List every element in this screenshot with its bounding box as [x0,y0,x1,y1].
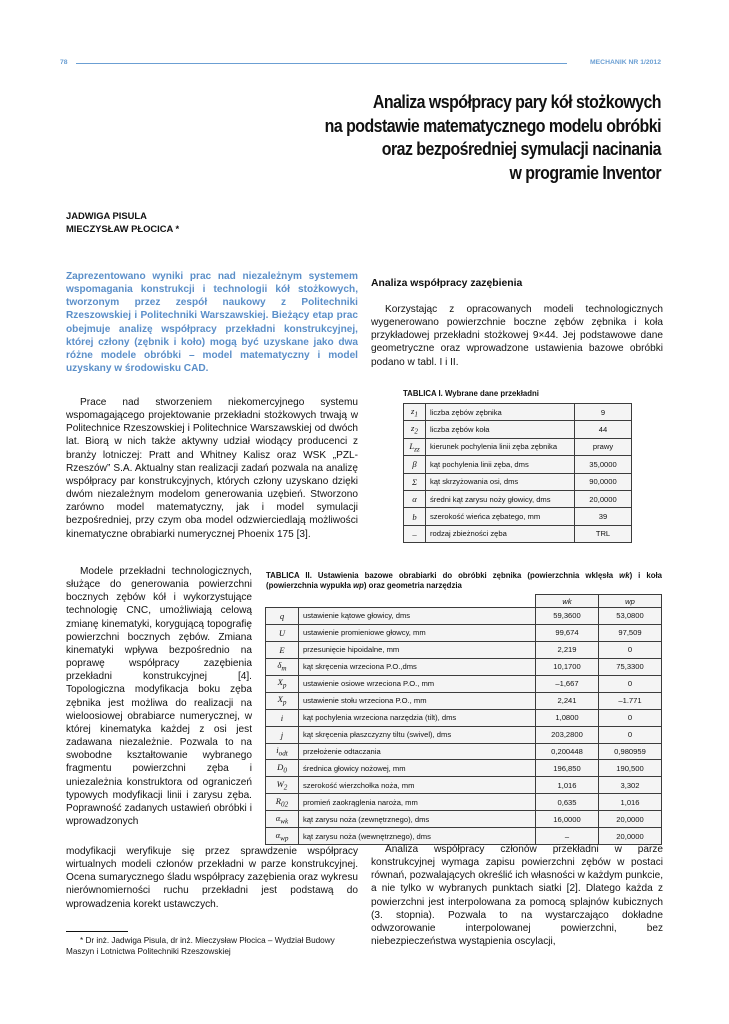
table-cell: ustawienie stołu wrzeciona P.O., mm [299,692,536,709]
table-cell: 203,2800 [536,726,599,743]
table-cell-symbol: Σ [404,473,426,490]
footnote: * Dr inż. Jadwiga Pisula, dr inż. Mieczysław Płocica – Wydział Budowy Maszyn i Lotnictwa Politechniki Rzeszowskiej [66,936,335,956]
table-header-row [266,595,662,608]
table-cell: 10,1700 [536,658,599,675]
table-cell-symbol: j [266,726,299,743]
table-cell: promień zaokrąglenia naroża, mm [299,794,536,811]
table-row [266,641,662,658]
table-cell: szerokość wieńca zębatego, mm [426,508,575,525]
header-rule [76,63,567,64]
table-cell: 35,0000 [575,456,632,473]
table-gear-data [403,403,632,543]
body-paragraph: modyfikacji weryfikuje się przez sprawdzenie współpracy wirtualnych modeli członów przekładni w parze konstrukcyjnej. Ocena sumarycznego śladu współpracy zazębienia oraz wykresu nierównomierności ruchu przekładni jest podstawą do wprowadzenia korekt ustawczych. [66,846,358,910]
table-row [266,608,662,625]
table-cell: 75,3300 [599,658,662,675]
table-cell-symbol: β [404,456,426,473]
table-cell: ustawienie promieniowe głowcy, mm [299,624,536,641]
column-header: wp [599,595,662,608]
table-cell: średni kąt zarysu noży głowicy, dms [426,490,575,507]
table-cell: liczba zębów zębnika [426,404,575,421]
table-cell-symbol: q [266,608,299,625]
table-cell: kąt zarysu noża (zewnętrznego), dms [299,811,536,828]
table-cell: 16,0000 [536,811,599,828]
table-cell: kąt skrzyżowania osi, dms [426,473,575,490]
table-cell: ustawienie kątowe głowicy, dms [299,608,536,625]
table-row [266,777,662,794]
table-cell: kąt pochylenia linii zęba, dms [426,456,575,473]
table-cell: 0,200448 [536,743,599,760]
table-cell: 3,302 [599,777,662,794]
table-cell-symbol: $X_p$ [266,675,299,692]
table-cell-symbol: $X_p$ [266,692,299,709]
table-cell: 2,219 [536,641,599,658]
title-line: w programie Inventor [509,161,661,183]
table-cell: 0 [599,726,662,743]
table-cell-symbol: $L_{zz}$ [404,438,426,455]
table-cell: 20,0000 [599,811,662,828]
table-cell: 53,0800 [599,608,662,625]
title-line: Analiza współpracy pary kół stożkowych [372,91,661,112]
table-cell: – [536,828,599,845]
table-row [266,675,662,692]
table-cell: –1.771 [599,692,662,709]
table-cell: 0 [599,675,662,692]
table-cell: 97,509 [599,624,662,641]
table-row [266,811,662,828]
table-cell-symbol: $D_0$ [266,760,299,777]
title-line: na podstawie matematycznego modelu obróbki [324,114,661,136]
table-cell: 20,0000 [599,828,662,845]
table-row [404,438,632,455]
table-cell: TRL [575,525,632,542]
table-row [266,692,662,709]
table-cell: 99,674 [536,624,599,641]
table-row [404,404,632,421]
table-row [404,473,632,490]
table-cell: średnica głowicy nożowej, mm [299,760,536,777]
table-cell: liczba zębów koła [426,421,575,438]
table-cell: 90,0000 [575,473,632,490]
table-row [266,709,662,726]
body-paragraph: Korzystając z opracowanych modeli technologicznych wygenerowano powierzchnie boczne zębów zębnika i koła przykładowej przekładni stożkowej 9×44. Jej podstawowe dane geometryczne oraz wprowadzone ustawienia bazowe obróbki podano w tabl. I i II. [371,304,663,368]
table-row [266,794,662,811]
body-paragraph: Analiza współpracy członów przekładni w parze konstrukcyjnej wymaga zapisu powierzchni zębów w postaci równań, pozwalających określić ich własności w każdym punkcie, a nie tylko w wybranych punktach siatki [2]. Dlatego każda z powierzchni jest interpolowana za pomocą splajnów kubicznych (3. stopnia). Pozwala to na wystarczająco dokładne odwzorowanie interpolowanej powierzchni, bez niebezpieczeństwa wystąpienia oscylacji, [371,844,663,948]
table-cell-symbol: $\delta_m$ [266,658,299,675]
table-row [404,456,632,473]
author-name: MIECZYSŁAW PŁOCICA * [66,222,180,234]
table-row [404,525,632,542]
body-paragraph: Prace nad stworzeniem niekomercyjnego systemu wspomagającego projektowanie przekładni stożkowych trwają w Politechnice Rzeszowskiej i Politechnice Warszawskiej od dwóch lat. Biorą w nich także aktywny udział wiodący producenci z branży lotniczej: Pratt and Whitney Kalisz oraz WSK „PZL-Rzeszów” S.A. Aktualny stan realizacji zadań pozwala na analizę współpracy par konstrukcyjnych, których człony uzyskano dzięki dwóm niezależnym modelom generowania uzębień. Stworzono zarówno model matematyczny, jak i model symulacji bezpośredniej, przy czym oba model odzwierciedlają możliwości kinematyczne obrabiarki numerycznej Phoenix 175 [3]. [66,397,358,540]
table-caption: TABLICA II. Ustawienia bazowe obrabiarki do obróbki zębnika (powierzchnia wklęsła wk) i koła (powierzchnia wypukła wp) oraz geometria narzędzia [266,571,662,590]
table-cell-symbol: b [404,508,426,525]
table-cell: 39 [575,508,632,525]
table-cell: –1,667 [536,675,599,692]
abstract: Zaprezentowano wyniki prac nad niezależnym systemem wspomagania konstrukcji i technologii kół stożkowych, tworzonym przez zespół naukowy z Politechniki Rzeszowskiej i Politechniki Warszawskiej. Bieżący etap prac obejmuje analizę współpracy przekładni konstrukcyjnej, której człony (zębnik i koło) mogą być uzyskane jako dwa różne modele obróbki – model matematyczny i model uzyskany w środowisku CAD. [66,271,358,375]
table-cell: 196,850 [536,760,599,777]
table-cell-symbol: $W_2$ [266,777,299,794]
table-row [266,726,662,743]
body-paragraph: Modele przekładni technologicznych, służące do generowania powierzchni bocznych zębów kół i wykorzystujące technologię CNC, umożliwiają celową zmianę kinematyki, korygującą topografię powierzchni bocznych zębów. Zmiana kinematyki wpływa bezpośrednio na poprawę współpracy zazębienia przekładni konstrukcyjnej [4]. Topologiczna modyfikacja boku zęba zębnika jest możliwa do realizacji na wieloosiowej obrabiarce numerycznej, w której kinematyka każdej z osi jest zadawana niezależnie. Pozwala to na swobodne kształtowanie wybranego fragmentu powierzchni zęba i uniezależnia konstruktora od ograniczeń typowych modyfikacji linii i zarysu zęba. Poprawność zadanych ustawień obróbki i wprowadzonych [66,566,252,827]
title-line: oraz bezpośredniej symulacji nacinania [381,138,661,159]
table-cell: 2,241 [536,692,599,709]
table-cell-symbol: $\alpha_{wp}$ [266,828,299,845]
table-cell: 1,016 [536,777,599,794]
table-cell: kąt skręcenia wrzeciona P.O.,dms [299,658,536,675]
table-cell-symbol: $z_2$ [404,421,426,438]
table-cell-symbol: $R_{02}$ [266,794,299,811]
table-row [266,743,662,760]
table-cell: 1,016 [599,794,662,811]
table-cell: 0 [599,641,662,658]
table-cell: 9 [575,404,632,421]
table-cell: szerokość wierzchołka noża, mm [299,777,536,794]
table-cell: prawy [575,438,632,455]
table-row [266,658,662,675]
article-title [145,90,661,184]
journal-name: MECHANIK NR 1/2012 [589,59,661,66]
table-row [404,490,632,507]
table-cell: 0,980959 [599,743,662,760]
table-cell: 0 [599,709,662,726]
table-cell: ustawienie osiowe wrzeciona P.O., mm [299,675,536,692]
table-cell: przełożenie odtaczania [299,743,536,760]
table-cell: kąt pochylenia wrzeciona narzędzia (tilt), dms [299,709,536,726]
table-cell: 44 [575,421,632,438]
table-row [404,508,632,525]
page-header [60,59,661,71]
table-row [266,760,662,777]
table-cell: rodzaj zbieżności zęba [426,525,575,542]
section-heading: Analiza współpracy zazębienia [371,278,523,289]
table-row [266,624,662,641]
table-cell: 59,3600 [536,608,599,625]
author-name: JADWIGA PISULA [66,210,147,221]
table-row [404,421,632,438]
table-cell-symbol: $z_1$ [404,404,426,421]
table-cell-symbol: U [266,624,299,641]
table-cell: kierunek pochylenia linii zęba zębnika [426,438,575,455]
table-cell-symbol: $\alpha_{wk}$ [266,811,299,828]
table-cell: 1,0800 [536,709,599,726]
table-cell: 0,635 [536,794,599,811]
table-cell-symbol: α [404,490,426,507]
column-header: wk [536,595,599,608]
table-cell: przesunięcie hipoidalne, mm [299,641,536,658]
table-cell-symbol: $i_{odt}$ [266,743,299,760]
table-cell: 190,500 [599,760,662,777]
table-cell-symbol: E [266,641,299,658]
table-caption: TABLICA I. Wybrane dane przekładni [403,389,539,398]
table-cell: 20,0000 [575,490,632,507]
table-cell-symbol: – [404,525,426,542]
table-cell: kąt zarysu noża (wewnętrznego), dms [299,828,536,845]
table-cell-symbol: i [266,709,299,726]
footnote-rule [66,931,128,932]
authors [66,210,179,235]
page-number: 78 [60,59,68,66]
table-cell: kąt skręcenia płaszczyzny tiltu (swivel), dms [299,726,536,743]
table-machine-settings [265,594,662,845]
